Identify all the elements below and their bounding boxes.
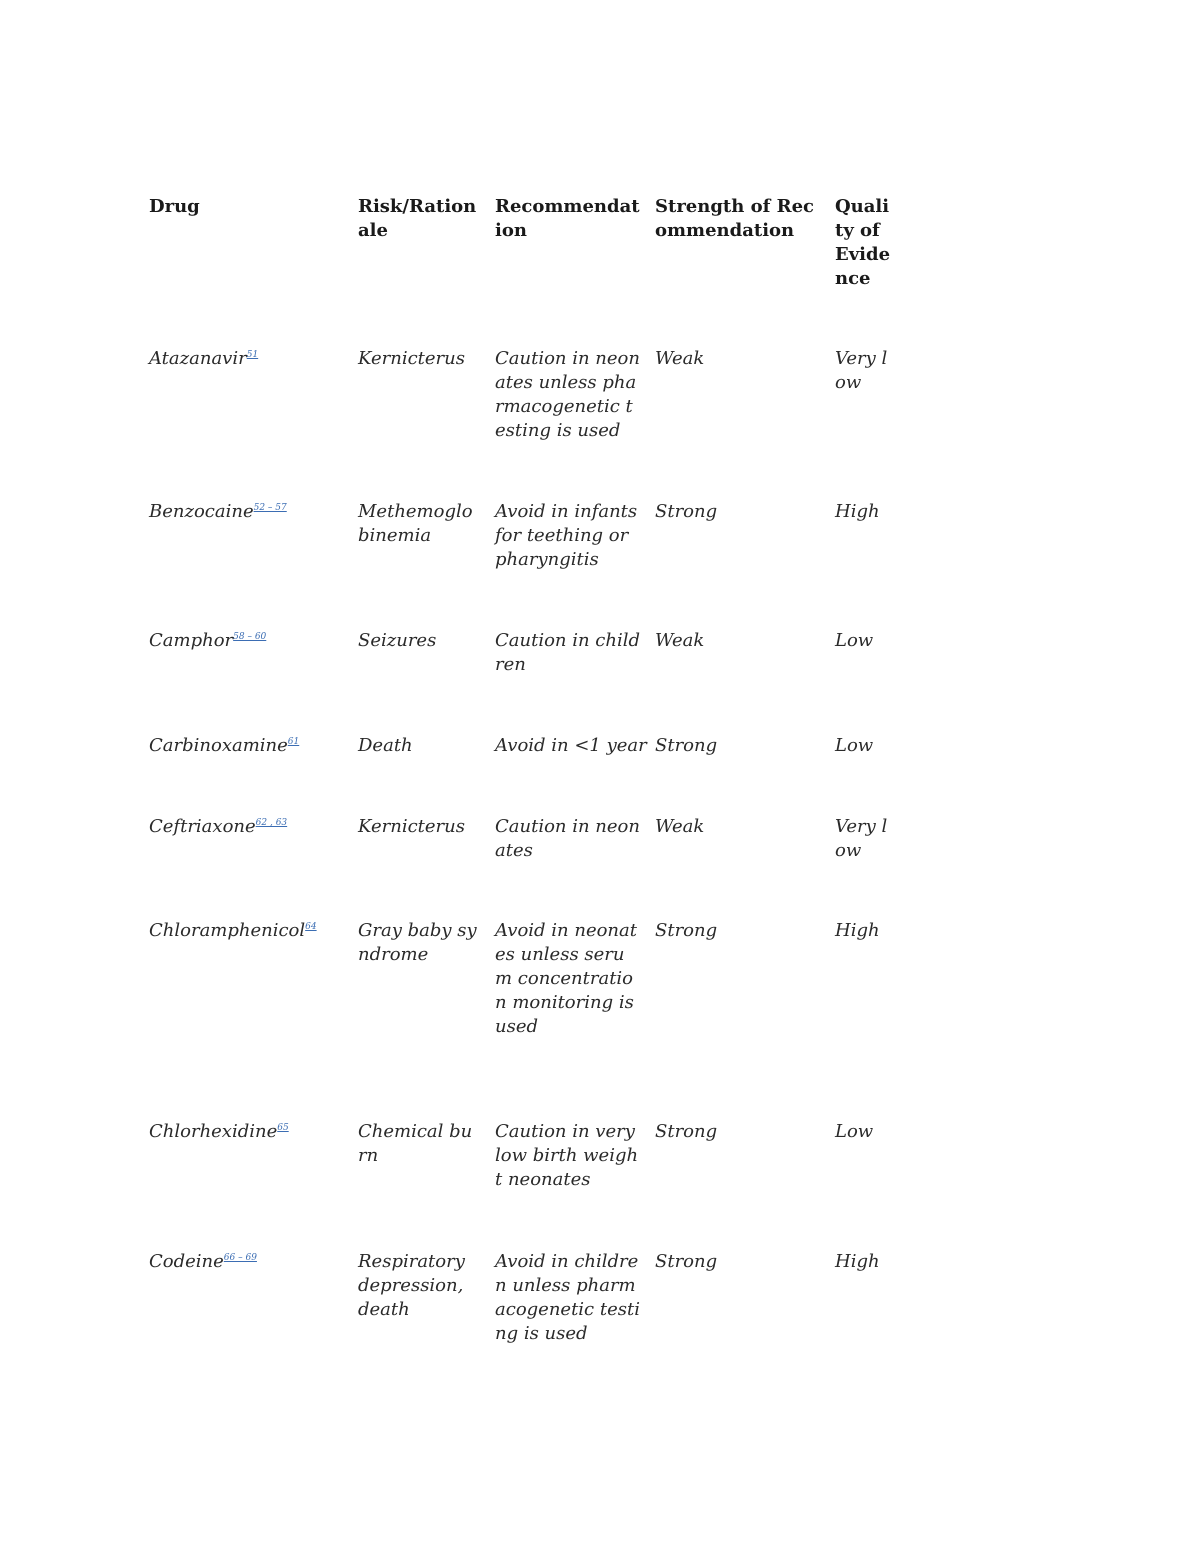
table-row-quality: Very low (835, 348, 888, 393)
table-row-risk: Kernicterus (358, 348, 465, 369)
table-row-risk: Death (358, 735, 413, 756)
reference-link[interactable]: 62 , 63 (255, 818, 288, 828)
table-row-recommendation: Avoid in children unless pharmacogenetic testing is used (495, 1251, 640, 1344)
table-row-drug (149, 815, 349, 839)
table-row-recommendation: Avoid in neonates unless serum concentration monitoring is used (495, 920, 637, 1037)
table-row-risk: Methemoglobinemia (358, 501, 473, 546)
table-row-quality: High (835, 501, 880, 522)
table-row-recommendation: Caution in very low birth weight neonates (495, 1121, 639, 1190)
drug-name: Carbinoxamine (149, 735, 288, 756)
reference-link[interactable]: 66 – 69 (223, 1253, 257, 1263)
table-row-strength: Strong (655, 735, 718, 756)
header-drug: Drug (149, 196, 200, 217)
table-row-drug (149, 1120, 349, 1144)
table-row-strength: Strong (655, 1251, 718, 1272)
drug-name: Chloramphenicol (149, 920, 306, 941)
table-row-risk: Kernicterus (358, 816, 465, 837)
table-row-quality: Low (835, 735, 874, 756)
table-row-drug (149, 500, 349, 524)
drug-name: Codeine (149, 1251, 224, 1272)
table-row-drug (149, 347, 349, 371)
table-row-strength: Weak (655, 630, 705, 651)
table-row-quality: High (835, 920, 880, 941)
table-row-drug (149, 734, 349, 758)
table-row-strength: Strong (655, 1121, 718, 1142)
drug-name: Chlorhexidine (149, 1121, 278, 1142)
header-quality: Quality of Evidence (835, 196, 891, 289)
drug-name: Benzocaine (149, 501, 254, 522)
table-row-recommendation: Avoid in infants for teething or pharyngitis (495, 501, 638, 570)
reference-link[interactable]: 58 – 60 (233, 632, 267, 642)
reference-link[interactable]: 65 (277, 1123, 289, 1133)
table-row-recommendation: Caution in children (495, 630, 641, 675)
reference-link[interactable]: 61 (287, 737, 300, 747)
table-row-risk: Seizures (358, 630, 437, 651)
table-row-quality: Low (835, 1121, 874, 1142)
table-row-strength: Strong (655, 920, 718, 941)
table-row-recommendation: Caution in neonates unless pharmacogenetic testing is used (495, 348, 640, 441)
table-row-strength: Weak (655, 816, 705, 837)
table-row-risk: Gray baby syndrome (358, 920, 477, 965)
table-row-risk: Respiratory depression, death (358, 1251, 465, 1320)
table-row-quality: Low (835, 630, 874, 651)
header-strength: Strength of Recommendation (655, 196, 814, 241)
header-recommendation: Recommendation (495, 196, 640, 241)
reference-link[interactable]: 52 – 57 (253, 503, 287, 513)
drug-name: Atazanavir (149, 348, 247, 369)
table-row-recommendation: Caution in neonates (495, 816, 640, 861)
table-row-strength: Strong (655, 501, 718, 522)
header-risk: Risk/Rationale (358, 196, 477, 241)
table-row-recommendation: Avoid in <1 year (495, 735, 647, 756)
table-row-drug (149, 629, 349, 653)
table-row-quality: Very low (835, 816, 888, 861)
reference-link[interactable]: 51 (246, 350, 259, 360)
table-row-quality: High (835, 1251, 880, 1272)
drug-name: Camphor (149, 630, 234, 651)
drug-name: Ceftriaxone (149, 816, 256, 837)
table-row-drug (149, 919, 349, 943)
table-row-drug (149, 1250, 349, 1274)
reference-link[interactable]: 64 (305, 922, 317, 932)
table-row-strength: Weak (655, 348, 705, 369)
table-row-risk: Chemical burn (358, 1121, 473, 1166)
